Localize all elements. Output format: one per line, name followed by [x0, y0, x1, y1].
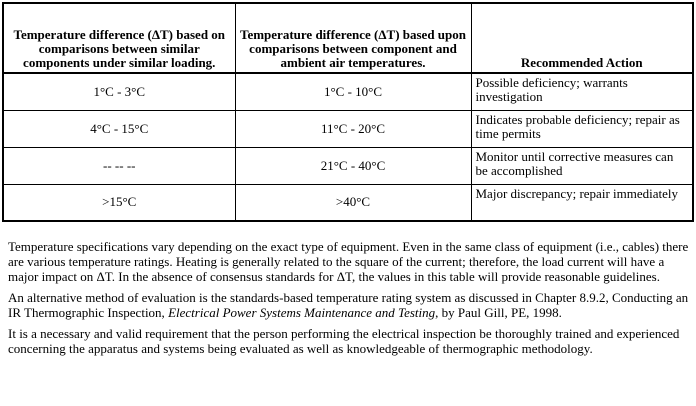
cell-similar-delta: 1°C - 3°C: [3, 73, 235, 110]
cell-similar-delta: >15°C: [3, 184, 235, 221]
alternative-method-citation: , by Paul Gill, PE, 1998.: [435, 305, 562, 320]
paragraph-alternative-method: [8, 290, 690, 320]
table-row: [3, 73, 693, 110]
cell-similar-delta: 4°C - 15°C: [3, 110, 235, 147]
alternative-method-text: An alternative method of evaluation is the standards-based temperature rating system as discussed in Chapter 8.9.2, Conducting an IR Thermographic Inspection,: [8, 290, 689, 320]
header-recommended-action: Recommended Action: [471, 3, 693, 73]
table-row: [3, 110, 693, 147]
cell-ambient-delta: >40°C: [235, 184, 471, 221]
book-title: Electrical Power Systems Maintenance and Testing: [168, 305, 436, 320]
paragraph-temperature-specifications: Temperature specifications vary depending on the exact type of equipment. Even in the same class of equipment (i.e., cables) there are various temperature ratings. Heating is generally related to the square of the current; therefore, the load current will have a major impact on ΔT. In the absence of consensus standards for ΔT, the values in this table will provide reasonable guidelines.: [8, 239, 689, 284]
table-header-row: [3, 3, 693, 73]
cell-recommended-action: Monitor until corrective measures can be accomplished: [471, 147, 693, 184]
paragraph-inspector-requirement: It is a necessary and valid requirement that the person performing the electrical inspection be thoroughly trained and experienced concerning the apparatus and systems being evaluated as well as knowledgeable of thermographic methodology.: [8, 326, 680, 356]
table-row: [3, 184, 693, 221]
cell-recommended-action: Indicates probable deficiency; repair as time permits: [471, 110, 693, 147]
header-ambient-air: Temperature difference (ΔT) based upon comparisons between component and ambient air temperatures.: [235, 3, 471, 73]
cell-ambient-delta: 21°C - 40°C: [235, 147, 471, 184]
table-row: [3, 147, 693, 184]
header-similar-components: Temperature difference (ΔT) based on comparisons between similar components under similar loading.: [3, 3, 235, 73]
cell-recommended-action: Major discrepancy; repair immediately: [471, 184, 693, 221]
cell-ambient-delta: 1°C - 10°C: [235, 73, 471, 110]
notes-section: [8, 239, 690, 362]
cell-similar-delta: -- -- --: [3, 147, 235, 184]
cell-ambient-delta: 11°C - 20°C: [235, 110, 471, 147]
temperature-difference-table: [2, 2, 694, 222]
cell-recommended-action: Possible deficiency; warrants investigation: [471, 73, 693, 110]
